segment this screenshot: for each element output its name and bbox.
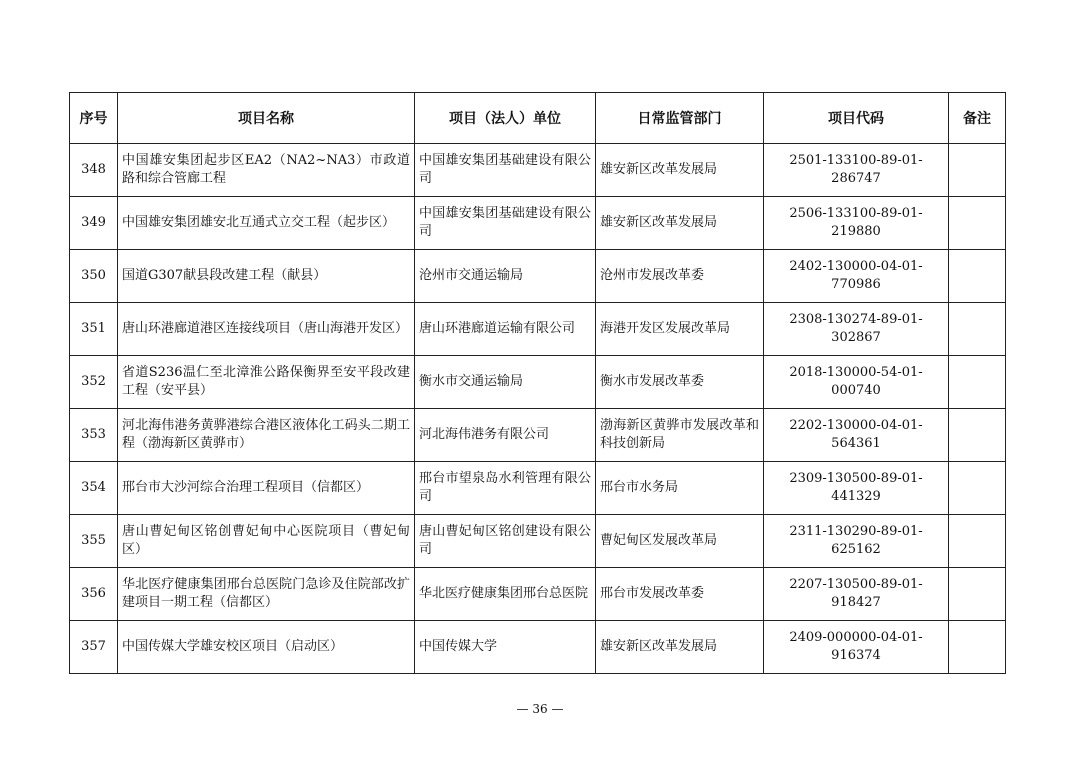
table-header-row [70, 93, 1006, 144]
cell-legal-unit: 华北医疗健康集团邢台总医院 [415, 568, 596, 621]
table-row [70, 144, 1006, 197]
cell-serial: 350 [70, 250, 118, 303]
table-row [70, 462, 1006, 515]
header-serial: 序号 [70, 93, 118, 144]
cell-project-code: 2018-130000-54-01-000740 [764, 356, 949, 409]
cell-project-code: 2506-133100-89-01-219880 [764, 197, 949, 250]
header-supervising-dept: 日常监管部门 [596, 93, 764, 144]
cell-project-name: 华北医疗健康集团邢台总医院门急诊及住院部改扩建项目一期工程（信都区） [118, 568, 415, 621]
cell-project-name: 邢台市大沙河综合治理工程项目（信都区） [118, 462, 415, 515]
cell-project-code: 2308-130274-89-01-302867 [764, 303, 949, 356]
cell-project-name: 河北海伟港务黄骅港综合港区液体化工码头二期工程（渤海新区黄骅市） [118, 409, 415, 462]
cell-project-name: 中国雄安集团起步区EA2（NA2~NA3）市政道路和综合管廊工程 [118, 144, 415, 197]
cell-remarks [949, 303, 1006, 356]
cell-project-code: 2311-130290-89-01-625162 [764, 515, 949, 568]
cell-project-name: 中国雄安集团雄安北互通式立交工程（起步区） [118, 197, 415, 250]
table-row [70, 303, 1006, 356]
cell-legal-unit: 唐山曹妃甸区铭创建设有限公司 [415, 515, 596, 568]
table-row [70, 568, 1006, 621]
cell-legal-unit: 衡水市交通运输局 [415, 356, 596, 409]
cell-serial: 356 [70, 568, 118, 621]
page-number: — 36 — [516, 702, 564, 716]
cell-serial: 348 [70, 144, 118, 197]
cell-project-name: 唐山曹妃甸区铭创曹妃甸中心医院项目（曹妃甸区） [118, 515, 415, 568]
table-row [70, 621, 1006, 674]
cell-serial: 351 [70, 303, 118, 356]
cell-remarks [949, 568, 1006, 621]
header-legal-unit: 项目（法人）单位 [415, 93, 596, 144]
cell-legal-unit: 邢台市望泉岛水利管理有限公司 [415, 462, 596, 515]
cell-legal-unit: 河北海伟港务有限公司 [415, 409, 596, 462]
cell-supervising-dept: 曹妃甸区发展改革局 [596, 515, 764, 568]
table-row [70, 515, 1006, 568]
cell-legal-unit: 唐山环港廊道运输有限公司 [415, 303, 596, 356]
table-row [70, 409, 1006, 462]
cell-serial: 349 [70, 197, 118, 250]
cell-supervising-dept: 海港开发区发展改革局 [596, 303, 764, 356]
header-project-name: 项目名称 [118, 93, 415, 144]
cell-serial: 354 [70, 462, 118, 515]
cell-project-code: 2309-130500-89-01-441329 [764, 462, 949, 515]
cell-supervising-dept: 雄安新区改革发展局 [596, 621, 764, 674]
cell-project-code: 2402-130000-04-01-770986 [764, 250, 949, 303]
cell-project-code: 2409-000000-04-01-916374 [764, 621, 949, 674]
header-project-code: 项目代码 [764, 93, 949, 144]
cell-legal-unit: 中国雄安集团基础建设有限公司 [415, 197, 596, 250]
cell-supervising-dept: 邢台市水务局 [596, 462, 764, 515]
cell-supervising-dept: 衡水市发展改革委 [596, 356, 764, 409]
cell-project-code: 2202-130000-04-01-564361 [764, 409, 949, 462]
cell-remarks [949, 356, 1006, 409]
header-remarks: 备注 [949, 93, 1006, 144]
cell-legal-unit: 中国传媒大学 [415, 621, 596, 674]
cell-remarks [949, 515, 1006, 568]
cell-remarks [949, 621, 1006, 674]
cell-legal-unit: 沧州市交通运输局 [415, 250, 596, 303]
cell-project-code: 2501-133100-89-01-286747 [764, 144, 949, 197]
cell-serial: 352 [70, 356, 118, 409]
cell-legal-unit: 中国雄安集团基础建设有限公司 [415, 144, 596, 197]
table-row [70, 356, 1006, 409]
cell-project-name: 唐山环港廊道港区连接线项目（唐山海港开发区） [118, 303, 415, 356]
cell-project-name: 省道S236温仁至北漳淮公路保衡界至安平段改建工程（安平县） [118, 356, 415, 409]
cell-remarks [949, 250, 1006, 303]
cell-project-name: 中国传媒大学雄安校区项目（启动区） [118, 621, 415, 674]
cell-project-name: 国道G307献县段改建工程（献县） [118, 250, 415, 303]
cell-serial: 353 [70, 409, 118, 462]
cell-project-code: 2207-130500-89-01-918427 [764, 568, 949, 621]
cell-serial: 357 [70, 621, 118, 674]
table-row [70, 197, 1006, 250]
cell-supervising-dept: 雄安新区改革发展局 [596, 197, 764, 250]
cell-serial: 355 [70, 515, 118, 568]
cell-supervising-dept: 渤海新区黄骅市发展改革和科技创新局 [596, 409, 764, 462]
table-row [70, 250, 1006, 303]
project-table [69, 92, 1006, 674]
cell-remarks [949, 197, 1006, 250]
cell-remarks [949, 409, 1006, 462]
cell-supervising-dept: 邢台市发展改革委 [596, 568, 764, 621]
cell-supervising-dept: 雄安新区改革发展局 [596, 144, 764, 197]
cell-supervising-dept: 沧州市发展改革委 [596, 250, 764, 303]
cell-remarks [949, 462, 1006, 515]
cell-remarks [949, 144, 1006, 197]
